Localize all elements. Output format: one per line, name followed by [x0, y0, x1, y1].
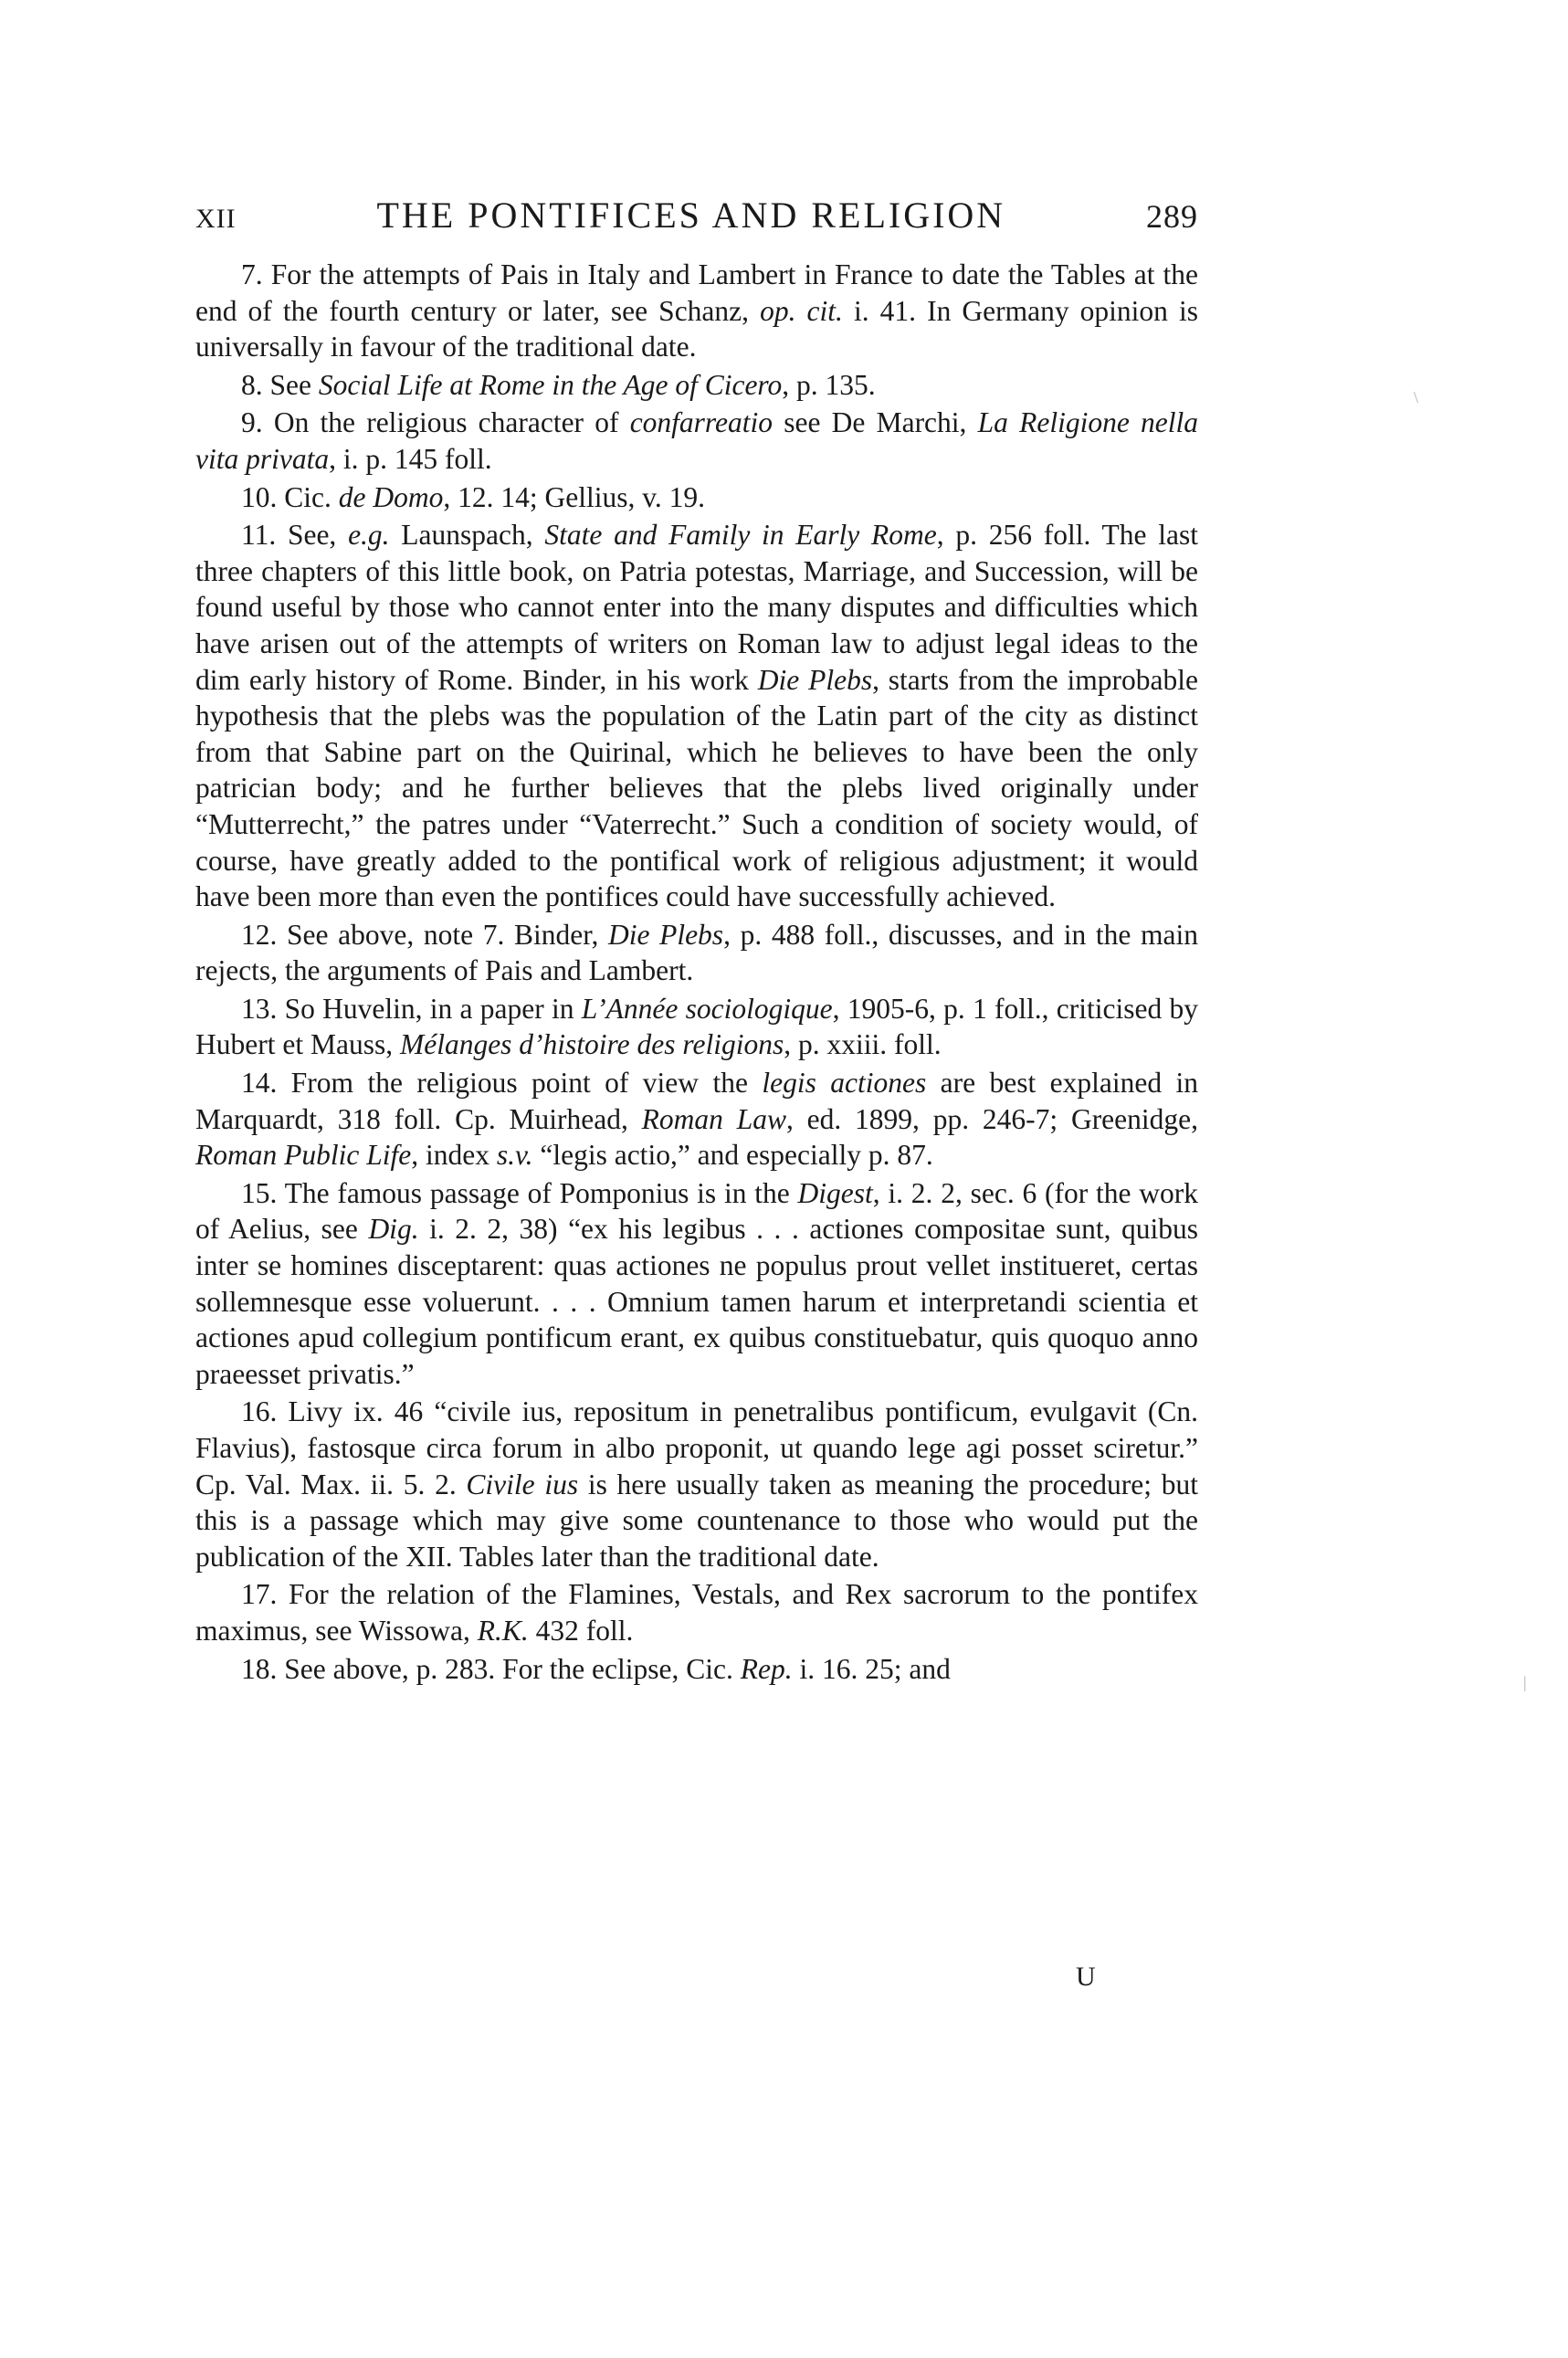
footnote: [195, 1065, 1198, 1174]
italic-citation: confarreatio: [629, 406, 773, 439]
italic-citation: State and Family in Early Rome: [544, 519, 937, 552]
footnote: [195, 1175, 1198, 1393]
italic-citation: Roman Public Life: [195, 1139, 412, 1172]
note-text: i. 16. 25; and: [792, 1652, 951, 1685]
note-text: Launspach,: [389, 519, 545, 552]
note-text: , 12. 14; Gellius, v. 19.: [443, 480, 706, 513]
note-text: 12. See above, note 7. Binder,: [241, 918, 608, 951]
note-text: 11. See,: [241, 519, 349, 552]
notes-section: [195, 257, 1198, 1687]
note-text: , i. 2. 2, sec. 6 (for the work of Aelius, see: [195, 1176, 1198, 1246]
italic-citation: Mélanges d’histoire des religions: [399, 1028, 784, 1061]
note-text: are best explained in Marquardt, 318 foll. Cp. Muirhead,: [195, 1067, 1199, 1135]
note-text: 16. Livy ix. 46 “civile ius, repositum in penetralibus pontificum, evulgavit (Cn. Flavius), fastosque circa forum in albo proponit, ut quando lege agi posset sciretur.” Cp. Val. Max. ii. 5. 2.: [195, 1395, 1198, 1500]
note-text: , p. xxiii. foll.: [784, 1028, 942, 1061]
footnote: [195, 917, 1198, 989]
italic-citation: Dig.: [368, 1213, 419, 1246]
chapter-numeral: XII: [195, 204, 237, 234]
note-text: , starts from the improbable hypothesis that the plebs was the population of the Latin part of the city as distinct from that Sabine part on the Quirinal, which he believes to have been the only patrician body; and he further believes that the plebs lived originally under “Mutterrecht,” the patres under “Vaterrecht.” Such a condition of society would, of course, have greatly added to the pontifical work of religious adjustment; it would have been more than even the pontifices could have successfully achieved.: [195, 663, 1198, 913]
italic-citation: de Domo: [338, 480, 444, 513]
running-title: THE PONTIFICES AND RELIGION: [376, 195, 1006, 236]
italic-citation: Digest: [797, 1176, 873, 1209]
footnote: [195, 405, 1198, 477]
italic-citation: La Religione nella vita privata: [195, 406, 1198, 475]
note-text: , p. 135.: [782, 368, 876, 401]
note-text: i. 41. In Germany opinion is universally in favour of the traditional date.: [195, 294, 1198, 363]
italic-citation: L’Année sociologique: [581, 992, 833, 1025]
footnote: [195, 1651, 1198, 1688]
note-text: i. 2. 2, 38) “ex his legibus . . . actiones compositae sunt, quibus inter se homines disceptarent: quas actiones ne populus prout vellet institueret, certas sollemnesque esse voluerunt. . . . Omnium tamen harum et interpretandi scientia et actiones apud collegium pontificum erant, ex quibus constituebatur, quis quoquo anno praeesset privatis.”: [195, 1213, 1199, 1390]
italic-citation: s.v.: [496, 1139, 533, 1172]
note-text: , ed. 1899, pp. 246-7; Greenidge,: [785, 1102, 1198, 1135]
note-text: , p. 256 foll. The last three chapters of this little book, on Patria potestas, Marriage, and Succession, will be found useful by those who cannot enter into the many disputes and difficulties which have arisen out of the attempts of writers on Roman law to adjust legal ideas to the dim early history of Rome. Binder, in his work: [195, 519, 1199, 696]
note-text: 9. On the religious character of: [241, 406, 630, 439]
footnote: [195, 1394, 1198, 1574]
note-text: , 1905-6, p. 1 foll., criticised by Hubert et Mauss,: [195, 992, 1198, 1061]
note-text: 13. So Huvelin, in a paper in: [241, 992, 582, 1025]
italic-citation: Roman Law: [641, 1102, 786, 1135]
italic-citation: R.K.: [477, 1614, 529, 1647]
note-text: see De Marchi,: [773, 406, 978, 439]
italic-citation: legis actiones: [762, 1067, 927, 1100]
italic-citation: e.g.: [348, 519, 390, 552]
italic-citation: Civile ius: [466, 1468, 579, 1500]
italic-citation: Die Plebs: [607, 918, 724, 951]
note-text: 432 foll.: [528, 1614, 634, 1647]
running-header: [195, 194, 1198, 237]
note-text: 14. From the religious point of view the: [241, 1067, 763, 1100]
note-text: , i. p. 145 foll.: [329, 442, 492, 475]
italic-citation: Rep.: [740, 1652, 793, 1685]
footnote: [195, 517, 1198, 915]
note-text: 18. See above, p. 283. For the eclipse, Cic.: [241, 1652, 741, 1685]
scan-speck: \: [1414, 388, 1419, 406]
footnote: [195, 991, 1198, 1063]
italic-citation: op. cit.: [760, 294, 843, 327]
italic-citation: Die Plebs: [757, 663, 873, 696]
note-text: “legis actio,” and especially p. 87.: [532, 1139, 933, 1172]
scan-speck: |: [1523, 1673, 1527, 1691]
footnote: [195, 479, 1198, 516]
page-number: 289: [1145, 198, 1198, 235]
note-text: 10. Cic.: [241, 480, 339, 513]
note-text: , p. 488 foll., discusses, and in the main rejects, the arguments of Pais and Lambert.: [195, 918, 1198, 987]
note-text: 17. For the relation of the Flamines, Vestals, and Rex sacrorum to the pontifex maximus, see Wissowa,: [195, 1578, 1198, 1647]
note-text: , index: [411, 1139, 497, 1172]
italic-citation: Social Life at Rome in the Age of Cicero: [318, 368, 783, 401]
signature-mark: U: [1076, 1962, 1096, 1992]
footnote: [195, 1576, 1198, 1648]
note-text: is here usually taken as meaning the procedure; but this is a passage which may give some countenance to those who would put the publication of the XII. Tables later than the traditional date.: [195, 1468, 1198, 1573]
note-text: 8. See: [241, 368, 319, 401]
footnote: [195, 257, 1198, 365]
note-text: 7. For the attempts of Pais in Italy and Lambert in France to date the Tables at the end of the fourth century or later, see Schanz,: [195, 258, 1198, 327]
note-text: 15. The famous passage of Pomponius is in the: [241, 1176, 798, 1209]
page-body: [195, 194, 1198, 1689]
footnote: [195, 367, 1198, 404]
